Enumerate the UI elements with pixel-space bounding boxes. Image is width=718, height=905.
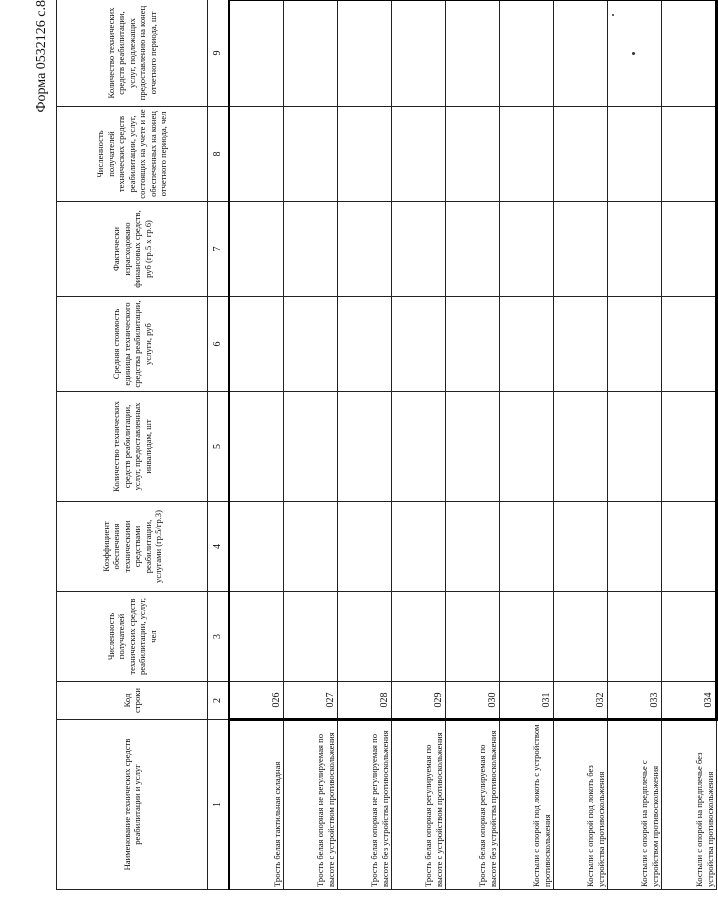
cell (500, 297, 554, 392)
cell (338, 0, 392, 107)
column-number: 4 (208, 502, 230, 592)
row-code: 027 (284, 682, 338, 720)
header-quantity: Количество технических средств реабилитации, услуг, предоставленных инвалидам, шт (57, 392, 208, 502)
rotated-form (32, 0, 715, 890)
header-avg-cost: Средняя стоимость единицы технического средства реабилитации, услуги, руб (57, 297, 208, 392)
cell (662, 502, 717, 592)
cell (554, 502, 608, 592)
header-code: Код строки (57, 682, 208, 720)
cell (229, 502, 284, 592)
header-recipients: Численность получателей технических средств реабилитации, услуг, чел (57, 592, 208, 682)
cell (500, 502, 554, 592)
cell (662, 297, 717, 392)
cell (500, 0, 554, 107)
cell (338, 502, 392, 592)
header-coefficient: Коэффициент обеспечения техническими средствами реабилитации, услугами (гр.5/гр.3) (57, 502, 208, 592)
row-name: Трость белая опорная регулируемая по высоте без устройства противоскольжения (446, 720, 500, 890)
column-number-row (208, 0, 230, 890)
header-row (57, 0, 208, 890)
cell (284, 502, 338, 592)
cell (446, 107, 500, 202)
column-number: 8 (208, 107, 230, 202)
cell (446, 592, 500, 682)
cell (392, 392, 446, 502)
cell (338, 297, 392, 392)
cell (392, 107, 446, 202)
table-row (608, 0, 662, 890)
row-name: Трость белая опорная не регулируемая по высоте без устройства противоскольжения (338, 720, 392, 890)
cell (284, 392, 338, 502)
cell (284, 592, 338, 682)
row-name: Трость белая опорная не регулируемая по высоте с устройством противоскольжения (284, 720, 338, 890)
row-name: Костыли с опорой под локоть с устройством противоскольжения (500, 720, 554, 890)
table-row (229, 0, 284, 890)
cell (662, 392, 717, 502)
cell (500, 202, 554, 297)
table-row (284, 0, 338, 890)
report-table (56, 0, 718, 890)
row-name: Костыли с опорой на предплечье без устройства противоскольжения (662, 720, 717, 890)
cell (338, 392, 392, 502)
row-name: Трость белая опорная регулируемая по высоте с устройством противоскольжения (392, 720, 446, 890)
cell (284, 202, 338, 297)
cell (608, 107, 662, 202)
cell (229, 202, 284, 297)
table-row (662, 0, 717, 890)
row-code: 031 (500, 682, 554, 720)
cell (554, 0, 608, 107)
cell (554, 297, 608, 392)
row-name: Трость белая тактильная складная (229, 720, 284, 890)
column-number: 7 (208, 202, 230, 297)
cell (392, 502, 446, 592)
row-code: 026 (229, 682, 284, 720)
cell (338, 592, 392, 682)
cell (554, 592, 608, 682)
cell (338, 107, 392, 202)
cell (500, 592, 554, 682)
cell (229, 107, 284, 202)
cell (229, 297, 284, 392)
row-code: 028 (338, 682, 392, 720)
row-code: 029 (392, 682, 446, 720)
cell (284, 297, 338, 392)
form-label: Форма 0532126 с.8 (34, 0, 49, 113)
table-row (446, 0, 500, 890)
cell (608, 592, 662, 682)
cell (392, 592, 446, 682)
table-row (554, 0, 608, 890)
table-row (392, 0, 446, 890)
cell (446, 392, 500, 502)
cell (662, 592, 717, 682)
cell (284, 0, 338, 107)
cell (229, 392, 284, 502)
row-code: 033 (608, 682, 662, 720)
row-name: Костыли с опорой на предплечье с устройством противоскольжения (608, 720, 662, 890)
row-code: 034 (662, 682, 717, 720)
row-name: Костыли с опорой под локоть без устройства противоскольжения (554, 720, 608, 890)
header-unserved: Численность получателей технических средств реабилитации, услуг, состоящих на учете и не обеспеченных на конец отчетного периода, чел (57, 107, 208, 202)
cell (229, 592, 284, 682)
cell (229, 0, 284, 107)
cell (284, 107, 338, 202)
cell (608, 0, 662, 107)
cell (338, 202, 392, 297)
cell (662, 107, 717, 202)
cell (662, 0, 717, 107)
cell (392, 202, 446, 297)
column-number: 9 (208, 0, 230, 107)
column-number: 1 (208, 720, 230, 890)
cell (554, 107, 608, 202)
column-number: 3 (208, 592, 230, 682)
cell (446, 502, 500, 592)
cell (608, 392, 662, 502)
cell (446, 0, 500, 107)
cell (554, 202, 608, 297)
header-to-provide: Количество технических средств реабилитации, услуг, подлежащих предоставлению на конец отчетного периода, шт (57, 0, 208, 107)
column-number: 2 (208, 682, 230, 720)
table-row (338, 0, 392, 890)
header-spent: Фактически израсходовано финансовых средств, руб (гр.5 х гр.6) (57, 202, 208, 297)
row-code: 032 (554, 682, 608, 720)
cell (500, 392, 554, 502)
cell (608, 297, 662, 392)
cell (446, 297, 500, 392)
cell (392, 297, 446, 392)
cell (608, 202, 662, 297)
column-number: 6 (208, 297, 230, 392)
row-code: 030 (446, 682, 500, 720)
header-name: Наименование технических средств реабилитации и услуг (57, 720, 208, 890)
table-row (500, 0, 554, 890)
cell (392, 0, 446, 107)
cell (554, 392, 608, 502)
cell (500, 107, 554, 202)
cell (608, 502, 662, 592)
cell (662, 202, 717, 297)
column-number: 5 (208, 392, 230, 502)
cell (446, 202, 500, 297)
